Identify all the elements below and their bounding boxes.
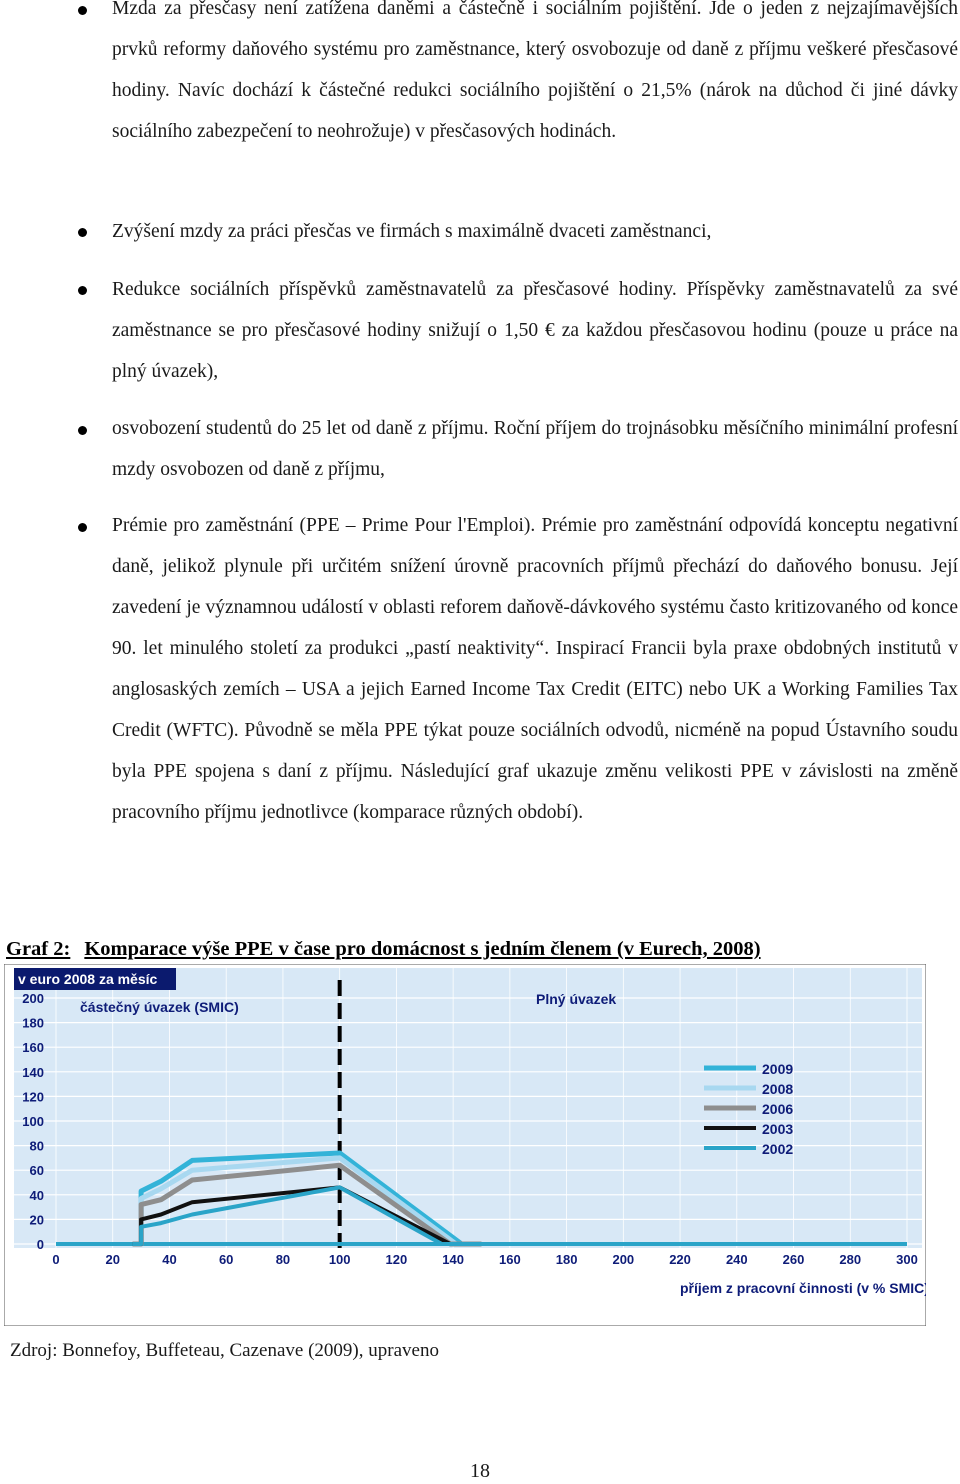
source-note: Zdroj: Bonnefoy, Buffeteau, Cazenave (2009), upraveno bbox=[10, 1340, 439, 1361]
x-tick-label: 280 bbox=[839, 1252, 862, 1267]
y-tick-label: 40 bbox=[29, 1187, 44, 1203]
legend-label-2002: 2002 bbox=[762, 1141, 794, 1157]
y-axis-label: v euro 2008 za měsíc bbox=[18, 971, 158, 987]
bullet-text: Prémie pro zaměstnání (PPE – Prime Pour l'Emploi). Prémie pro zaměstnání odpovídá konceptu negativní daně, jelikož plynule při určitém snížení úrovně pracovních příjmů přechází do daňového bonusu. Její zavedení je významnou událostí v oblasti reforem daňově-dávkového systému často kritizovaného od konce 90. let minulého století za produkci „pastí neaktivity“. Inspirací Francii byla praxe obdobných institutů v anglosaských zemích – USA a jejich Earned Income Tax Credit (EITC) nebo UK a Working Families Tax Credit (WFTC). Původně se měla PPE týkat pouze sociálních odvodů, nicméně na popud Ústavního soudu byla PPE spojena s daní z příjmu. Následující graf ukazuje změnu velikosti PPE v závislosti na změně pracovního příjmu jednotlivce (komparace různých období). bbox=[112, 515, 958, 823]
y-tick-label: 0 bbox=[36, 1237, 44, 1252]
region-label-full-time: Plný úvazek bbox=[536, 991, 617, 1007]
bullet-dot bbox=[78, 523, 87, 532]
x-axis-label: příjem z pracovní činnosti (v % SMIC) bbox=[680, 1280, 926, 1296]
bullet-text: osvobození studentů do 25 let od daně z příjmu. Roční příjem do trojnásobku měsíčního minimální profesní mzdy osvobozen od daně z příjmu, bbox=[112, 418, 958, 480]
x-tick-label: 120 bbox=[385, 1252, 408, 1267]
x-tick-label: 180 bbox=[555, 1252, 578, 1267]
y-tick-label: 140 bbox=[22, 1064, 44, 1080]
figure-label: Graf 2: bbox=[6, 938, 71, 960]
y-tick-label: 180 bbox=[22, 1015, 44, 1031]
x-tick-label: 60 bbox=[218, 1252, 234, 1267]
bullet-item bbox=[112, 269, 958, 392]
y-tick-label: 60 bbox=[29, 1163, 44, 1179]
chart-svg bbox=[4, 964, 926, 1326]
x-tick-label: 100 bbox=[328, 1252, 351, 1267]
x-tick-label: 220 bbox=[669, 1252, 691, 1267]
bullet-text: Zvýšení mzdy za práci přesčas ve firmách s maximálně dvaceti zaměstnanci, bbox=[112, 221, 712, 242]
bullet-dot bbox=[78, 228, 87, 237]
legend-label-2003: 2003 bbox=[762, 1121, 794, 1137]
x-tick-label: 240 bbox=[725, 1252, 748, 1267]
y-tick-label: 160 bbox=[22, 1040, 44, 1056]
legend-label-2006: 2006 bbox=[762, 1101, 794, 1117]
bullet-dot bbox=[78, 6, 87, 15]
figure-title: Komparace výše PPE v čase pro domácnost s jedním členem (v Eurech, 2008) bbox=[84, 938, 761, 960]
x-tick-label: 140 bbox=[442, 1252, 464, 1267]
bullet-item bbox=[112, 505, 958, 833]
figure-caption bbox=[6, 938, 956, 961]
x-tick-label: 200 bbox=[612, 1252, 635, 1267]
x-tick-label: 40 bbox=[162, 1252, 177, 1267]
bullet-text: Redukce sociálních příspěvků zaměstnavatelů za přesčasové hodiny. Příspěvky zaměstnavatelů za své zaměstnance se pro přesčasové hodiny snižují o 1,50 € za každou přesčasovou hodinu (pouze u práce na plný úvazek), bbox=[112, 279, 958, 382]
page-number: 18 bbox=[470, 1460, 490, 1482]
legend-label-2009: 2009 bbox=[762, 1061, 794, 1077]
bullet-item bbox=[112, 211, 958, 252]
bullet-text: Mzda za přesčasy není zatížena daněmi a částečně i sociálním pojištění. Jde o jeden z nejzajímavějších prvků reformy daňového systému pro zaměstnance, který osvobozuje od daně z příjmu veškeré přesčasové hodiny. Navíc dochází k částečné redukci sociálního pojištění o 21,5% (nárok na důchod či jiné dávky sociálního zabezpečení to neohrožuje) v přesčasových hodinách. bbox=[112, 0, 958, 142]
y-tick-label: 200 bbox=[22, 991, 44, 1006]
bullet-dot bbox=[78, 286, 87, 295]
y-tick-label: 100 bbox=[22, 1114, 44, 1129]
x-tick-label: 300 bbox=[896, 1252, 918, 1267]
ppe-chart bbox=[4, 964, 926, 1326]
bullet-dot bbox=[78, 426, 87, 435]
bullet-item bbox=[112, 0, 958, 152]
x-tick-label: 0 bbox=[52, 1252, 60, 1267]
y-tick-label: 80 bbox=[29, 1138, 44, 1154]
y-tick-label: 20 bbox=[29, 1212, 44, 1228]
y-tick-label: 120 bbox=[22, 1089, 44, 1105]
x-tick-label: 80 bbox=[275, 1252, 291, 1267]
bullet-item bbox=[112, 408, 958, 490]
x-tick-label: 20 bbox=[105, 1252, 120, 1267]
legend-label-2008: 2008 bbox=[762, 1081, 794, 1097]
x-tick-label: 160 bbox=[499, 1252, 521, 1267]
x-tick-label: 260 bbox=[782, 1252, 805, 1267]
region-label-part-time: částečný úvazek (SMIC) bbox=[80, 999, 239, 1015]
